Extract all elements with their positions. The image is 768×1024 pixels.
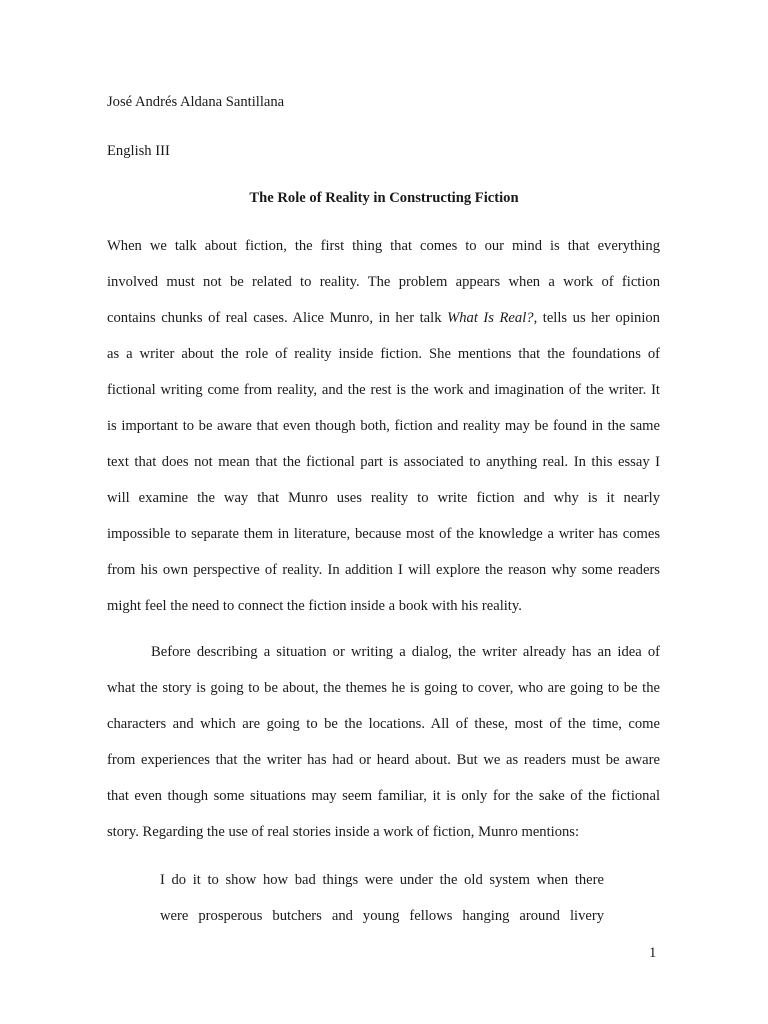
paragraph-line: impossible to separate them in literature, because most of the knowledge a writer has comes [107, 526, 660, 542]
talk-title: What Is Real? [447, 310, 534, 326]
paragraph-line-text: , tells us her opinion [533, 310, 660, 326]
paragraph-line: characters and which are going to be the locations. All of these, most of the time, come [107, 716, 660, 732]
page-number: 1 [649, 945, 657, 961]
paragraph-line: from experiences that the writer has had or heard about. But we as readers must be aware [107, 752, 660, 768]
essay-title: The Role of Reality in Constructing Fiction [249, 190, 519, 206]
paragraph-line: story. Regarding the use of real stories inside a work of fiction, Munro mentions: [107, 824, 580, 840]
block-quote [160, 862, 604, 934]
paragraph-line [107, 300, 660, 336]
paragraph-second [107, 634, 660, 850]
author-name: José Andrés Aldana Santillana [107, 94, 285, 110]
quote-line: I do it to show how bad things were under the old system when there [160, 872, 604, 888]
course-name: English III [107, 143, 170, 159]
quote-line: were prosperous butchers and young fellows hanging around livery [160, 908, 604, 924]
paragraph-line: might feel the need to connect the fiction inside a book with his reality. [107, 598, 522, 614]
paragraph-line: text that does not mean that the fictional part is associated to anything real. In this essay I [107, 454, 660, 470]
paragraph-intro [107, 228, 660, 624]
paragraph-line: from his own perspective of reality. In addition I will explore the reason why some readers [107, 562, 660, 578]
paragraph-line: fictional writing come from reality, and the rest is the work and imagination of the writer. It [107, 382, 660, 398]
paragraph-line: is important to be aware that even though both, fiction and reality may be found in the same [107, 418, 660, 434]
paragraph-line: When we talk about fiction, the first thing that comes to our mind is that everything [107, 238, 660, 254]
paragraph-line: will examine the way that Munro uses reality to write fiction and why is it nearly [107, 490, 660, 506]
paragraph-line: Before describing a situation or writing a dialog, the writer already has an idea of [151, 644, 660, 660]
paragraph-line: what the story is going to be about, the themes he is going to cover, who are going to be the [107, 680, 660, 696]
paragraph-line-text: contains chunks of real cases. Alice Munro, in her talk [107, 310, 448, 326]
paragraph-line: that even though some situations may seem familiar, it is only for the sake of the fictional [107, 788, 660, 804]
paragraph-line: involved must not be related to reality. The problem appears when a work of fiction [107, 274, 660, 290]
paragraph-line: as a writer about the role of reality inside fiction. She mentions that the foundations of [107, 346, 660, 362]
